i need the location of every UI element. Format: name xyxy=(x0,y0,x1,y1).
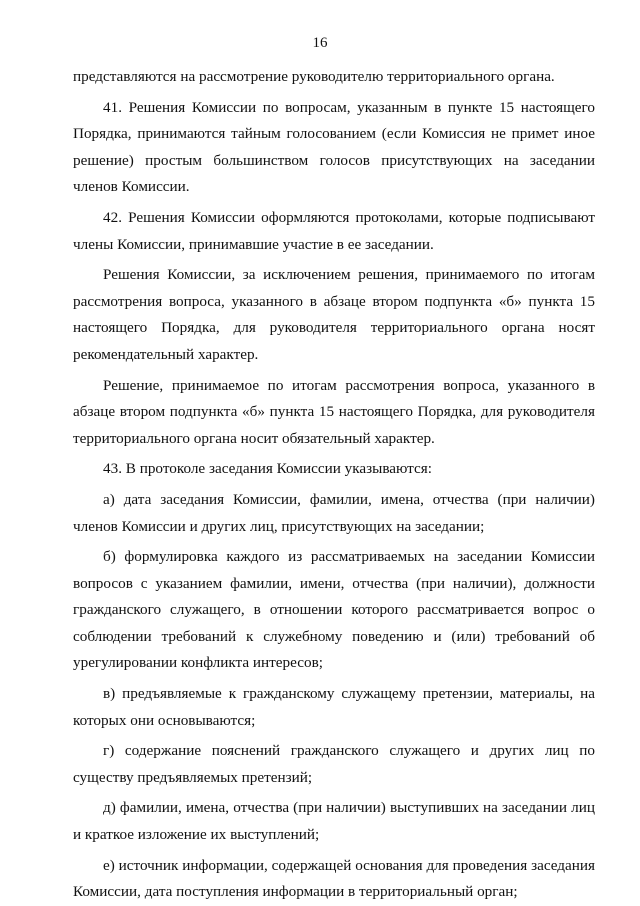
list-item-g: г) содержание пояснений гражданского служащего и других лиц по существу предъявляемых претензий; xyxy=(73,742,595,786)
document-body xyxy=(73,64,595,906)
list-item-a: а) дата заседания Комиссии, фамилии, имена, отчества (при наличии) членов Комиссии и других лиц, присутствующих на заседании; xyxy=(73,490,595,535)
list-item-b: б) формулировка каждого из рассматриваемых на заседании Комиссии вопросов с указанием фамилии, имени, отчества (при наличии), должности гражданского служащего, в отношении которого рассматривается вопрос о соблюдении требований к служебному поведению и (или) требований об урегулировании конфликта интересов; xyxy=(73,548,595,672)
list-item-e: е) источник информации, содержащей основания для проведения заседания Комиссии, дата поступления информации в территориальный орган; xyxy=(73,856,595,901)
paragraph-item-42: 42. Решения Комиссии оформляются протоколами, которые подписывают члены Комиссии, принимавшие участие в ее заседании. xyxy=(73,208,595,253)
list-item-d: д) фамилии, имена, отчества (при наличии) выступивших на заседании лиц и краткое изложение их выступлений; xyxy=(73,799,595,844)
paragraph-continuation: представляются на рассмотрение руководителю территориального органа. xyxy=(73,68,555,85)
list-item-v: в) предъявляемые к гражданскому служащему претензии, материалы, на которых они основываются; xyxy=(73,685,595,729)
paragraph-recommendation: Решения Комиссии, за исключением решения, принимаемого по итогам рассмотрения вопроса, указанного в абзаце втором подпункта «б» пункта 15 настоящего Порядка, для руководителя территориального органа носят рекомендательный характер. xyxy=(73,266,595,363)
paragraph-obligatory: Решение, принимаемое по итогам рассмотрения вопроса, указанного в абзаце втором подпункта «б» пункта 15 настоящего Порядка, для руководителя территориального органа носит обязательный характер. xyxy=(73,376,595,447)
paragraph-item-41: 41. Решения Комиссии по вопросам, указанным в пункте 15 настоящего Порядка, принимаются тайным голосованием (если Комиссия не примет иное решение) простым большинством голосов присутствующих на заседании членов Комиссии. xyxy=(73,98,595,196)
paragraph-item-43: 43. В протоколе заседания Комиссии указываются: xyxy=(103,460,432,478)
page-number: 16 xyxy=(312,35,328,51)
